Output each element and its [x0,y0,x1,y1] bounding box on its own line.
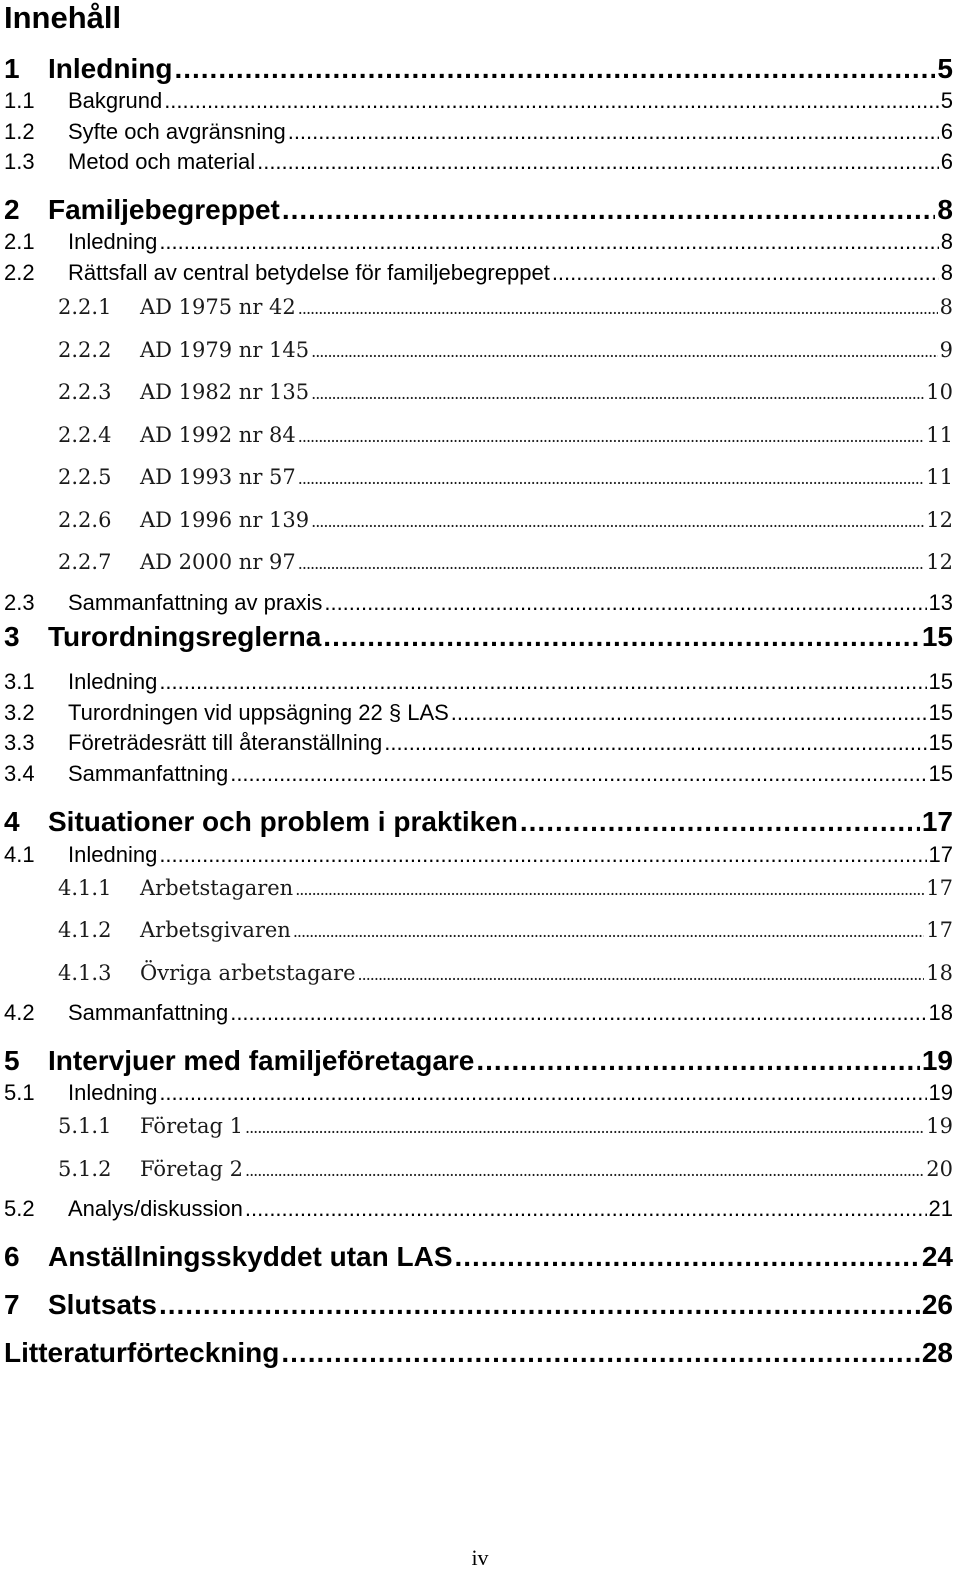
toc-entry-number: 1 [4,53,20,84]
toc-entry-number: 4 [4,806,20,837]
toc-entry-number: 3.3 [4,730,35,755]
toc-entry[interactable] [0,1288,953,1322]
toc-entry-page: 8 [940,260,953,285]
toc-leader-dots [358,958,925,992]
toc-leader-dots [520,805,920,839]
toc-entry-title: Företag 2 [140,1157,243,1181]
toc-entry-title: Intervjuer med familjeföretagare [48,1045,475,1076]
toc-entry-title: AD 1996 nr 139 [140,508,310,532]
toc-entry[interactable] [0,871,953,905]
toc-entry[interactable] [0,545,953,579]
toc-entry-title: AD 2000 nr 97 [140,550,296,574]
toc-entry[interactable] [0,290,953,324]
toc-entry-page: 8 [940,229,953,254]
toc-entry-number: 4.1 [4,842,35,867]
toc-entry-page: 21 [928,1196,953,1221]
toc-entry-title: Rättsfall av central betydelse för familjebegreppet [68,260,550,285]
toc-entry-title: Syfte och avgränsning [68,119,286,144]
toc-entry[interactable] [0,503,953,537]
toc-leader-dots [245,1194,927,1224]
toc-entry-number: 1.3 [4,149,35,174]
toc-leader-dots [476,1044,919,1078]
toc-entry[interactable] [0,620,953,654]
toc-entry-page: 18 [926,961,953,985]
toc-entry-title: Arbetsgivaren [140,918,291,942]
toc-entry[interactable] [0,588,953,618]
toc-leader-dots [281,1336,919,1370]
toc-entry-page: 15 [928,669,953,694]
toc-entry-title: Sammanfattning av praxis [68,590,323,615]
toc-entry-title: Inledning [68,229,158,254]
toc-heading: Innehåll [4,0,122,35]
toc-entry[interactable] [0,913,953,947]
toc-entry-number: 5.1.2 [58,1157,112,1181]
toc-entry-title: Sammanfattning [68,761,229,786]
toc-leader-dots [298,462,925,496]
toc-entry-number: 2.2.4 [58,423,112,447]
toc-entry-title: Familjebegreppet [48,194,280,225]
toc-entry-title: Sammanfattning [68,1000,229,1025]
toc-entry[interactable] [0,728,953,758]
toc-entry-number: 2.2 [4,260,35,285]
toc-leader-dots [298,292,938,326]
toc-entry-title: Slutsats [48,1289,157,1320]
toc-entry-page: 17 [926,876,953,900]
page-number: iv [471,1545,489,1570]
toc-entry-title: AD 1982 nr 135 [140,380,310,404]
toc-leader-dots [311,377,924,411]
toc-entry-title: Företrädesrätt till återanställning [68,730,383,755]
toc-entry-number: 7 [4,1289,20,1320]
toc-leader-dots [288,117,939,147]
toc-entry-page: 11 [926,423,953,447]
toc-entry-page: 17 [921,806,953,837]
toc-entry-page: 8 [939,295,953,319]
toc-leader-dots [159,227,938,257]
toc-entry-page: 5 [937,53,953,84]
toc-entry-title: AD 1975 nr 42 [140,295,296,319]
toc-leader-dots [230,759,926,789]
toc-entry-number: 6 [4,1241,20,1272]
toc-entry-page: 15 [921,621,953,652]
toc-leader-dots [324,588,926,618]
toc-entry-title: Arbetstagaren [140,876,294,900]
toc-leader-dots [174,52,935,86]
toc-entry-page: 19 [921,1045,953,1076]
toc-leader-dots [552,258,939,288]
toc-entry[interactable] [0,52,953,86]
toc-leader-dots [455,1240,920,1274]
toc-entry[interactable] [0,193,953,227]
toc-entry-page: 20 [926,1157,953,1181]
toc-entry-title: Analys/diskussion [68,1196,243,1221]
toc-leader-dots [298,547,925,581]
toc-leader-dots [159,1078,926,1108]
toc-entry-page: 11 [926,465,953,489]
toc-entry[interactable] [0,805,953,839]
toc-entry-page: 28 [921,1337,953,1368]
toc-entry-number: 2.2.7 [58,550,112,574]
toc-entry-number: 5.1.1 [58,1114,112,1138]
toc-entry[interactable] [0,956,953,990]
toc-entry[interactable] [0,1044,953,1078]
toc-entry-number: 2 [4,194,20,225]
toc-entry-title: Metod och material [68,149,256,174]
toc-entry-number: 4.1.3 [58,961,112,985]
toc-leader-dots [159,840,926,870]
toc-entry-title: Inledning [68,842,158,867]
toc-leader-dots [311,505,924,539]
toc-entry-number: 4.2 [4,1000,35,1025]
toc-entry-page: 13 [928,590,953,615]
toc-entry-number: 2.2.6 [58,508,112,532]
toc-entry[interactable] [0,1078,953,1108]
toc-entry-title: Situationer och problem i praktiken [48,806,518,837]
toc-entry-number: 4.1.2 [58,918,112,942]
toc-entry-title: Företag 1 [140,1114,243,1138]
toc-entry-title: Turordningsreglerna [48,621,322,652]
toc-entry[interactable] [0,147,953,177]
toc-entry[interactable] [0,258,953,288]
toc-leader-dots [164,86,939,116]
toc-entry[interactable] [0,698,953,728]
toc-entry-page: 17 [928,842,953,867]
toc-entry-page: 15 [928,730,953,755]
toc-entry-number: 1.2 [4,119,35,144]
toc-entry-page: 15 [928,700,953,725]
toc-entry-page: 15 [928,761,953,786]
toc-entry-title: Bakgrund [68,88,163,113]
toc-entry[interactable] [0,1240,953,1274]
toc-entry-title: Inledning [48,53,173,84]
toc-entry-number: 2.2.1 [58,295,112,319]
toc-entry-page: 6 [940,119,953,144]
toc-entry-number: 2.2.3 [58,380,112,404]
toc-entry[interactable] [0,333,953,367]
toc-entry-page: 10 [926,380,953,404]
toc-entry[interactable] [0,998,953,1028]
toc-entry-page: 5 [940,88,953,113]
toc-entry-page: 18 [928,1000,953,1025]
toc-entry-title: AD 1979 nr 145 [140,338,310,362]
toc-entry-page: 8 [937,194,953,225]
toc-entry-page: 19 [926,1114,953,1138]
toc-leader-dots [311,335,938,369]
toc-leader-dots [245,1111,924,1145]
toc-entry-page: 12 [926,550,953,574]
toc-entry-title: Inledning [68,669,158,694]
toc-leader-dots [298,420,925,454]
toc-leader-dots [245,1154,924,1188]
toc-entry-page: 6 [940,149,953,174]
toc-entry-title: AD 1993 nr 57 [140,465,296,489]
toc-entry-number: 1.1 [4,88,35,113]
toc-entry-title: Övriga arbetstagare [140,961,356,985]
toc-entry-number: 3 [4,621,20,652]
toc-entry-number: 2.2.5 [58,465,112,489]
toc-leader-dots [451,698,927,728]
toc-leader-dots [384,728,926,758]
toc-entry-page: 17 [926,918,953,942]
toc-entry-page: 12 [926,508,953,532]
toc-entry-number: 2.3 [4,590,35,615]
toc-entry-title: Anställningsskyddet utan LAS [48,1241,453,1272]
toc-entry-title: Inledning [68,1080,158,1105]
toc-entry[interactable] [0,1152,953,1186]
toc-entry-number: 2.2.2 [58,338,112,362]
toc-leader-dots [323,620,920,654]
toc-entry-number: 5 [4,1045,20,1076]
toc-entry[interactable] [0,1109,953,1143]
toc-entry-number: 5.1 [4,1080,35,1105]
toc-leader-dots [257,147,939,177]
toc-entry[interactable] [0,1194,953,1224]
toc-entry[interactable] [0,667,953,697]
toc-entry-page: 9 [939,338,953,362]
toc-entry-number: 3.1 [4,669,35,694]
toc-entry[interactable] [0,840,953,870]
toc-entry-number: 4.1.1 [58,876,112,900]
toc-entry[interactable] [0,117,953,147]
toc-entry-page: 24 [921,1241,953,1272]
toc-entry[interactable] [0,227,953,257]
toc-entry-title: AD 1992 nr 84 [140,423,296,447]
toc-entry[interactable] [0,759,953,789]
toc-leader-dots [282,193,936,227]
toc-leader-dots [295,873,924,907]
toc-entry-number: 3.2 [4,700,35,725]
toc-entry[interactable] [0,418,953,452]
toc-entry-title: Turordningen vid uppsägning 22 § LAS [68,700,449,725]
toc-entry[interactable] [0,1336,953,1370]
toc-entry-page: 19 [928,1080,953,1105]
toc-entry[interactable] [0,86,953,116]
toc-leader-dots [159,667,926,697]
toc-entry-title: Litteraturförteckning [4,1337,280,1368]
toc-entry-number: 5.2 [4,1196,35,1221]
toc-entry-number: 3.4 [4,761,35,786]
toc-leader-dots [293,915,924,949]
toc-entry[interactable] [0,460,953,494]
toc-entry-number: 2.1 [4,229,35,254]
toc-entry[interactable] [0,375,953,409]
toc-leader-dots [159,1288,920,1322]
toc-leader-dots [230,998,926,1028]
toc-entry-page: 26 [921,1289,953,1320]
